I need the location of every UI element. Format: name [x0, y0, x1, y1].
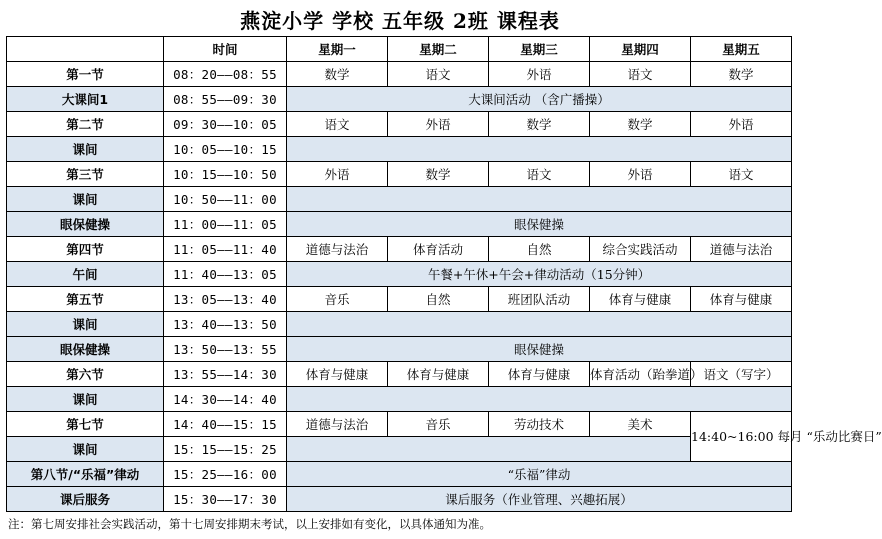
period-time: 13：40——13：50: [164, 312, 287, 337]
schedule-row: [7, 362, 792, 387]
period-time: 10：50——11：00: [164, 187, 287, 212]
header-day-wed: 星期三: [489, 37, 590, 62]
schedule-row: [7, 137, 792, 162]
activity-span-cell: 午餐+午休+午会+律动活动（15分钟）: [287, 262, 792, 287]
subject-cell-mon: 体育与健康: [287, 362, 388, 387]
subject-cell-thu: 数学: [590, 112, 691, 137]
subject-cell-mon: 道德与法治: [287, 412, 388, 437]
friday-special-note: 14:40~16:00 每月 “乐动比赛日”: [691, 412, 792, 462]
footnote: 注：第七周安排社会实践活动，第十七周安排期末考试，以上安排如有变化，以具体通知为准。: [8, 517, 491, 531]
period-name: 课后服务: [7, 487, 164, 512]
subject-cell-wed: 自然: [489, 237, 590, 262]
subject-cell-thu: 体育活动（跆拳道）: [590, 362, 691, 387]
period-time: 13：55——14：30: [164, 362, 287, 387]
header-day-mon: 星期一: [287, 37, 388, 62]
activity-span-cell: “乐福”律动: [287, 462, 792, 487]
break-blank-cell: [287, 187, 792, 212]
period-name: 第八节/“乐福”律动: [7, 462, 164, 487]
period-time: 11：00——11：05: [164, 212, 287, 237]
subject-cell-thu: 体育与健康: [590, 287, 691, 312]
subject-cell-tue: 外语: [388, 112, 489, 137]
header-day-thu: 星期四: [590, 37, 691, 62]
period-time: 14：30——14：40: [164, 387, 287, 412]
subject-cell-thu: 综合实践活动: [590, 237, 691, 262]
activity-span-cell: 课后服务（作业管理、兴趣拓展）: [287, 487, 792, 512]
period-time: 08：55——09：30: [164, 87, 287, 112]
subject-cell-thu: 美术: [590, 412, 691, 437]
subject-cell-wed: 数学: [489, 112, 590, 137]
break-blank-cell: [287, 437, 691, 462]
period-name: 第三节: [7, 162, 164, 187]
header-day-tue: 星期二: [388, 37, 489, 62]
header-time: 时间: [164, 37, 287, 62]
period-name: 课间: [7, 437, 164, 462]
subject-cell-mon: 道德与法治: [287, 237, 388, 262]
period-name: 眼保健操: [7, 212, 164, 237]
schedule-row: [7, 412, 792, 437]
subject-cell-fri: 数学: [691, 62, 792, 87]
subject-cell-fri: 体育与健康: [691, 287, 792, 312]
period-name: 课间: [7, 387, 164, 412]
header-day-fri: 星期五: [691, 37, 792, 62]
subject-cell-fri: 道德与法治: [691, 237, 792, 262]
subject-cell-wed: 体育与健康: [489, 362, 590, 387]
period-time: 10：05——10：15: [164, 137, 287, 162]
schedule-row: [7, 462, 792, 487]
subject-cell-mon: 语文: [287, 112, 388, 137]
period-time: 11：40——13：05: [164, 262, 287, 287]
period-name: 第二节: [7, 112, 164, 137]
schedule-row: [7, 162, 792, 187]
period-time: 09：30——10：05: [164, 112, 287, 137]
subject-cell-fri: 外语: [691, 112, 792, 137]
subject-cell-fri: 语文（写字）: [691, 362, 792, 387]
schedule-row: [7, 187, 792, 212]
schedule-row: [7, 312, 792, 337]
page-title: 燕淀小学 学校 五年级 2班 课程表: [240, 9, 560, 33]
subject-cell-tue: 自然: [388, 287, 489, 312]
schedule-row: [7, 112, 792, 137]
subject-cell-wed: 班团队活动: [489, 287, 590, 312]
break-blank-cell: [287, 312, 792, 337]
subject-cell-wed: 外语: [489, 62, 590, 87]
activity-span-cell: 眼保健操: [287, 337, 792, 362]
period-time: 14：40——15：15: [164, 412, 287, 437]
period-time: 08：20——08：55: [164, 62, 287, 87]
schedule-row: [7, 212, 792, 237]
subject-cell-mon: 音乐: [287, 287, 388, 312]
subject-cell-tue: 音乐: [388, 412, 489, 437]
period-time: 15：30——17：30: [164, 487, 287, 512]
schedule-table: [6, 36, 882, 512]
period-name: 课间: [7, 187, 164, 212]
period-name: 课间: [7, 312, 164, 337]
period-name: 第四节: [7, 237, 164, 262]
subject-cell-tue: 体育活动: [388, 237, 489, 262]
schedule-row: [7, 62, 792, 87]
subject-cell-wed: 劳动技术: [489, 412, 590, 437]
schedule-row: [7, 487, 792, 512]
subject-cell-tue: 语文: [388, 62, 489, 87]
period-time: 13：50——13：55: [164, 337, 287, 362]
period-name: 大课间1: [7, 87, 164, 112]
period-time: 10：15——10：50: [164, 162, 287, 187]
subject-cell-wed: 语文: [489, 162, 590, 187]
period-name: 午间: [7, 262, 164, 287]
period-name: 第七节: [7, 412, 164, 437]
period-name: 眼保健操: [7, 337, 164, 362]
subject-cell-fri: 语文: [691, 162, 792, 187]
activity-span-cell: 眼保健操: [287, 212, 792, 237]
subject-cell-tue: 体育与健康: [388, 362, 489, 387]
schedule-row: [7, 437, 792, 462]
period-name: 第五节: [7, 287, 164, 312]
period-name: 课间: [7, 137, 164, 162]
schedule-row: [7, 337, 792, 362]
break-blank-cell: [287, 137, 792, 162]
period-time: 15：15——15：25: [164, 437, 287, 462]
subject-cell-mon: 外语: [287, 162, 388, 187]
schedule-row: [7, 237, 792, 262]
schedule-row: [7, 387, 792, 412]
subject-cell-thu: 语文: [590, 62, 691, 87]
break-blank-cell: [287, 387, 792, 412]
period-time: 13：05——13：40: [164, 287, 287, 312]
schedule-row: [7, 262, 792, 287]
header-row: [7, 37, 792, 62]
schedule-row: [7, 287, 792, 312]
period-time: 11：05——11：40: [164, 237, 287, 262]
subject-cell-thu: 外语: [590, 162, 691, 187]
period-time: 15：25——16：00: [164, 462, 287, 487]
activity-span-cell: 大课间活动 （含广播操）: [287, 87, 792, 112]
schedule-row: [7, 87, 792, 112]
subject-cell-mon: 数学: [287, 62, 388, 87]
subject-cell-tue: 数学: [388, 162, 489, 187]
period-name: 第六节: [7, 362, 164, 387]
header-blank-cell: [7, 37, 164, 62]
period-name: 第一节: [7, 62, 164, 87]
